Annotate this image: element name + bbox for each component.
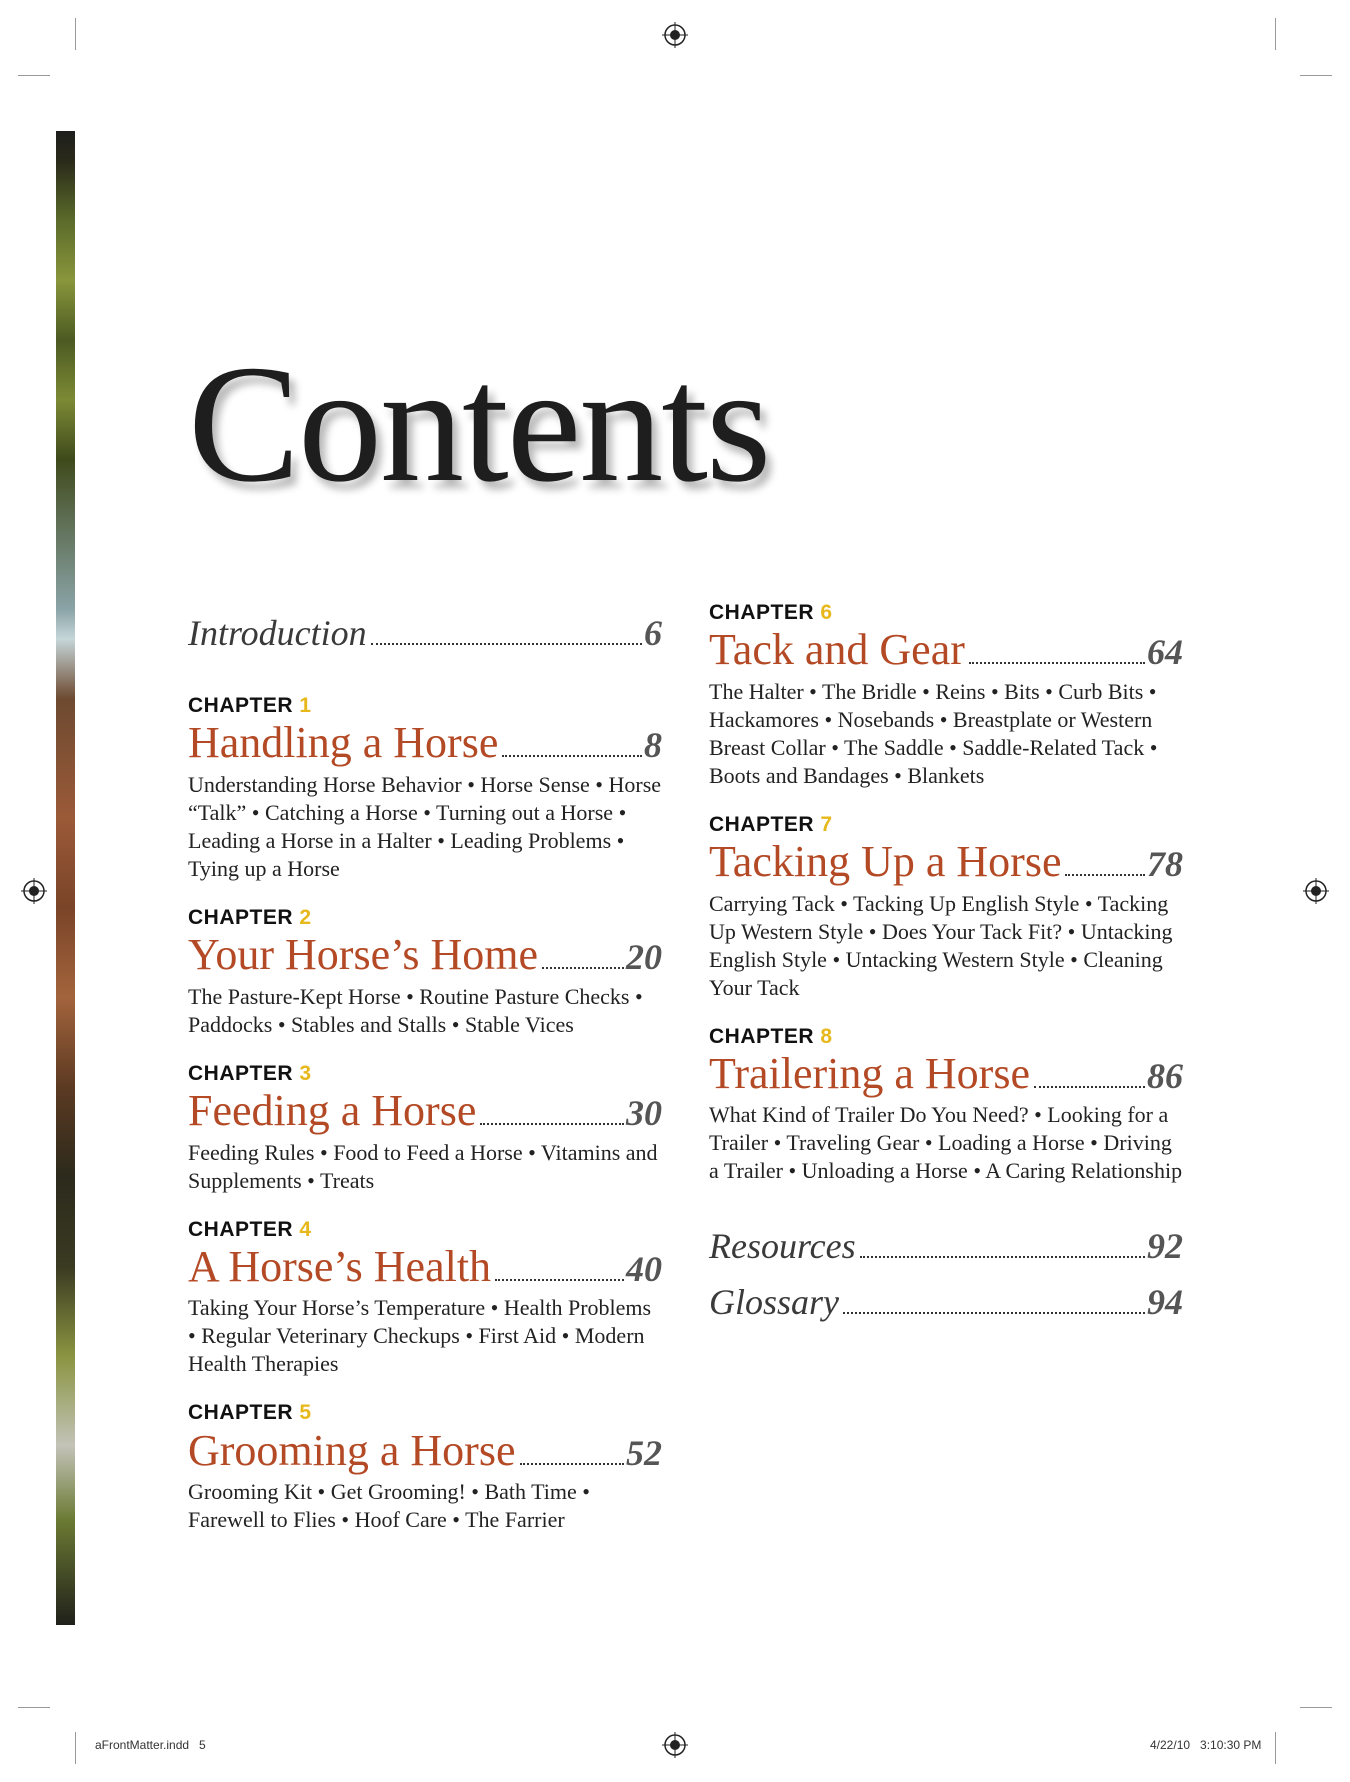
chapter-entry[interactable] bbox=[709, 600, 1183, 790]
chapter-page: 8 bbox=[644, 725, 662, 766]
chapter-topics: Taking Your Horse’s Temperature • Health Problems • Regular Veterinary Checkups • First Aid • Modern Health Therapies bbox=[188, 1295, 652, 1377]
chapter-title: Feeding a Horse bbox=[188, 1085, 477, 1135]
chapter-label: CHAPTER 7 bbox=[709, 812, 833, 836]
toc-right-column bbox=[709, 600, 1183, 1324]
chapter-title-row bbox=[709, 625, 1183, 676]
chapter-title-row bbox=[709, 837, 1183, 888]
chapter-topics: What Kind of Trailer Do You Need? • Looking for a Trailer • Traveling Gear • Loading a Horse • Driving a Trailer • Unloading a Horse • A Caring Relationship bbox=[709, 1102, 1183, 1184]
chapter-title-row bbox=[188, 1086, 662, 1137]
toc-resources-entry[interactable] bbox=[709, 1225, 1183, 1268]
chapter-label: CHAPTER 6 bbox=[709, 601, 833, 624]
chapter-number: 8 bbox=[820, 1024, 833, 1048]
chapter-label: CHAPTER 4 bbox=[188, 1217, 312, 1241]
chapter-entry[interactable] bbox=[188, 1217, 662, 1379]
chapter-page: 30 bbox=[626, 1092, 662, 1133]
chapter-title-row bbox=[709, 1049, 1183, 1100]
leader-dots bbox=[542, 967, 624, 969]
toc-glossary-entry[interactable] bbox=[709, 1281, 1183, 1324]
chapter-title-row bbox=[188, 1242, 662, 1293]
registration-mark-icon bbox=[662, 22, 688, 48]
photo-strip bbox=[56, 131, 75, 1625]
chapter-topics: Feeding Rules • Food to Feed a Horse • Vitamins and Supplements • Treats bbox=[188, 1139, 658, 1193]
chapter-title: Your Horse’s Home bbox=[188, 930, 538, 980]
crop-mark bbox=[18, 75, 50, 76]
toc-intro-entry[interactable] bbox=[188, 612, 662, 655]
chapter-entry[interactable] bbox=[709, 812, 1183, 1002]
crop-mark bbox=[1275, 18, 1276, 50]
chapter-entry[interactable] bbox=[188, 1061, 662, 1195]
chapter-page: 20 bbox=[626, 937, 662, 978]
leader-dots bbox=[371, 643, 642, 645]
registration-mark-icon bbox=[662, 1732, 688, 1758]
chapter-title-row bbox=[188, 718, 662, 769]
chapter-page: 78 bbox=[1147, 843, 1183, 884]
leader-dots bbox=[480, 1123, 624, 1125]
chapter-label: CHAPTER 5 bbox=[188, 1401, 312, 1425]
chapter-number: 5 bbox=[299, 1401, 312, 1425]
leader-dots bbox=[1034, 1086, 1145, 1088]
chapter-title-row bbox=[188, 1426, 662, 1477]
chapter-entry[interactable] bbox=[188, 1400, 662, 1534]
crop-mark bbox=[1275, 1732, 1276, 1764]
leader-dots bbox=[1065, 874, 1145, 876]
chapter-number: 6 bbox=[820, 601, 833, 624]
chapter-page: 86 bbox=[1147, 1055, 1183, 1096]
chapter-title: Tack and Gear bbox=[709, 625, 965, 675]
registration-mark-icon bbox=[1303, 878, 1329, 904]
chapter-label: CHAPTER 2 bbox=[188, 905, 312, 929]
chapter-number: 3 bbox=[299, 1061, 312, 1085]
leader-dots bbox=[495, 1279, 624, 1281]
chapter-entry[interactable] bbox=[709, 1024, 1183, 1186]
glossary-page: 94 bbox=[1147, 1281, 1183, 1322]
leader-dots bbox=[860, 1256, 1145, 1258]
chapter-number: 2 bbox=[299, 905, 312, 929]
chapter-title: Handling a Horse bbox=[188, 718, 499, 768]
toc-left-column bbox=[188, 612, 662, 1556]
chapter-title: Trailering a Horse bbox=[709, 1048, 1030, 1098]
chapter-entry[interactable] bbox=[188, 905, 662, 1039]
chapter-topics: Grooming Kit • Get Grooming! • Bath Time • Farewell to Flies • Hoof Care • The Farrier bbox=[188, 1479, 590, 1533]
chapter-label: CHAPTER 3 bbox=[188, 1061, 312, 1085]
crop-mark bbox=[75, 18, 76, 50]
chapter-page: 52 bbox=[626, 1432, 662, 1473]
chapter-page: 64 bbox=[1147, 632, 1183, 673]
leader-dots bbox=[502, 755, 642, 757]
chapter-label: CHAPTER 8 bbox=[709, 1024, 833, 1048]
chapter-title: Tacking Up a Horse bbox=[709, 836, 1062, 886]
leader-dots bbox=[843, 1312, 1145, 1314]
chapter-page: 40 bbox=[626, 1248, 662, 1289]
chapter-entry[interactable] bbox=[188, 693, 662, 883]
leader-dots bbox=[520, 1463, 625, 1465]
chapter-title-row bbox=[188, 930, 662, 981]
chapter-title: A Horse’s Health bbox=[188, 1241, 492, 1291]
chapter-topics: Carrying Tack • Tacking Up English Style • Tacking Up Western Style • Does Your Tack Fit? • Untacking English Style • Untacking Western Style • Cleaning Your Tack bbox=[709, 890, 1173, 1000]
chapter-title: Grooming a Horse bbox=[188, 1425, 516, 1475]
crop-mark bbox=[18, 1707, 50, 1708]
registration-mark-icon bbox=[21, 878, 47, 904]
leader-dots bbox=[969, 662, 1145, 664]
chapter-topics: Understanding Horse Behavior • Horse Sense • Horse “Talk” • Catching a Horse • Turning out a Horse • Leading a Horse in a Halter • Leading Problems • Tying up a Horse bbox=[188, 771, 662, 881]
slug-timestamp: 4/22/10 3:10:30 PM bbox=[1150, 1738, 1262, 1752]
crop-mark bbox=[75, 1732, 76, 1764]
chapter-number: 1 bbox=[299, 694, 312, 718]
slug-filename: aFrontMatter.indd 5 bbox=[95, 1738, 206, 1752]
chapter-topics: The Pasture-Kept Horse • Routine Pasture Checks • Paddocks • Stables and Stalls • Stable Vices bbox=[188, 983, 643, 1037]
chapter-label: CHAPTER 1 bbox=[188, 694, 312, 718]
chapter-number: 4 bbox=[299, 1217, 312, 1241]
resources-label: Resources bbox=[709, 1226, 856, 1267]
crop-mark bbox=[1300, 75, 1332, 76]
resources-page: 92 bbox=[1147, 1226, 1183, 1267]
intro-label: Introduction bbox=[188, 613, 367, 653]
crop-mark bbox=[1300, 1707, 1332, 1708]
chapter-number: 7 bbox=[820, 812, 833, 836]
glossary-label: Glossary bbox=[709, 1281, 840, 1322]
page-title: Contents bbox=[188, 331, 770, 517]
chapter-topics: The Halter • The Bridle • Reins • Bits • Curb Bits • Hackamores • Nosebands • Breastplate or Western Breast Collar • The Saddle • Saddle-Related Tack • Boots and Bandages • Blankets bbox=[709, 678, 1158, 788]
intro-page: 6 bbox=[644, 613, 662, 653]
